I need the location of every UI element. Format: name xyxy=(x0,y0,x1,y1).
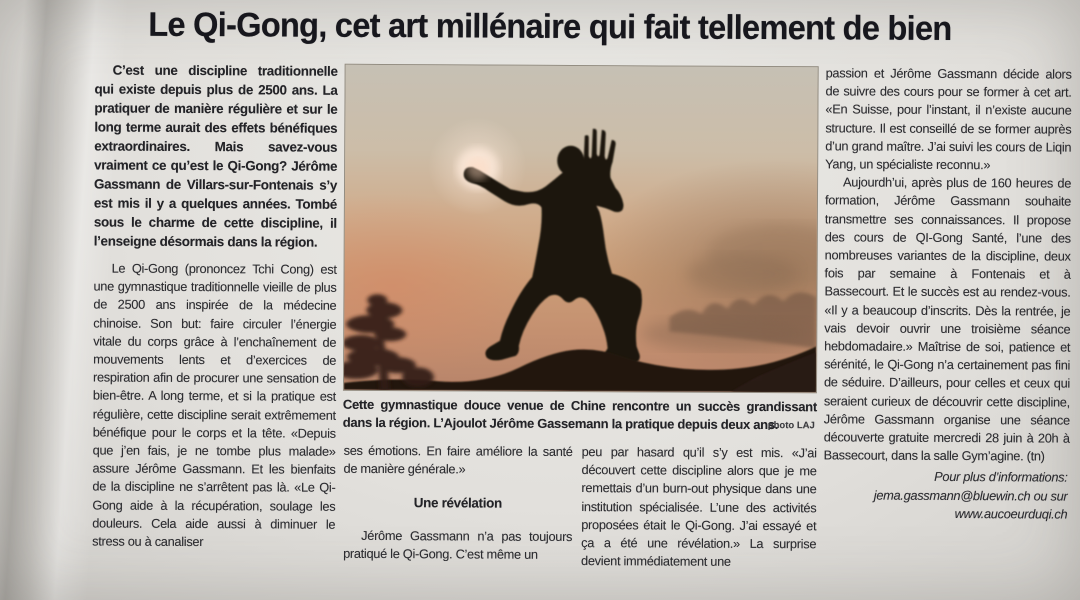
right-paragraph-1: passion et Jérôme Gassmann décide alors de suivre des cours pour se former à cet art. «En Suisse, pour l’instant, il n’existe aucune structure. Il est conseillé de se former auprès d’un grand maître. J’ai suivi les cours de Liqin Yang, un spécialiste reconnu.» xyxy=(825,65,1072,173)
lead-paragraph: C’est une discipline traditionnelle qui existe depuis plus de 2500 ans. La pratiquer de manière régulière et sur le long terme aurait des effets bénéfiques extraordinaires. Mais savez-vous vraiment ce qu’est le Qi-Gong? Jérôme Gassmann de Villars-sur-Fontenais s’y est mis il y a quelques années. Tombé sous le charme de cette discipline, il l’enseigne désormais dans la région. xyxy=(93,62,338,250)
article-headline: Le Qi-Gong, cet art millénaire qui fait tellement de bien xyxy=(148,5,952,48)
photo-illustration xyxy=(344,65,818,392)
info-title: Pour plus d’informations: xyxy=(934,469,1068,486)
column-left xyxy=(92,60,338,552)
info-block xyxy=(823,468,1069,524)
pine-tree xyxy=(344,294,434,390)
right-paragraph-2: Aujourdh’ui, après plus de 160 heures de formation, Jérôme Gassmann souhaite transmettre ses connaissances. Il propose des cours de QI-Gong Santé, l’une des nombreuses variantes de la discipline, deux fois par semaine à Fontenais et à Bassecourt. Et le succès est au rendez-vous. «Il y a beaucoup d’inscrits. Dès la rentrée, je vais devoir ouvrir une troisième séance hebdomadaire.» Maîtrise de soi, patience et sérénité, le Qi-Gong n’a certainement pas fini de séduire. D’ailleurs, pour celles et ceux qui seraient curieux de découvrir cette discipline, Jérôme Gassmann organise une séance découverte gratuite mercredi 28 juin à 20h à Bassecourt, dans la salle Gym’agine. (tn) xyxy=(823,174,1072,464)
photo-caption-block xyxy=(343,396,817,433)
mid2-paragraph-1: peu par hasard qu’il s’y est mis. «J’ai découvert cette discipline alors que je me remettais d’un burn-out physique dans une institution spécialisée. L’une des activités proposées était le Qi-Gong. J’ai essayé et ça a été une révélation.» La surprise devient immédiatement une xyxy=(581,444,817,570)
info-email: jema.gassmann@bluewin.ch ou sur xyxy=(873,487,1068,504)
column-middle-a xyxy=(343,442,573,564)
mid-paragraph-2: Jérôme Gassmann n’a pas toujours pratiqué le Qi-Gong. C’est même un xyxy=(343,527,573,562)
mid-paragraph-1: ses émotions. En faire améliore la santé de manière générale.» xyxy=(343,442,573,477)
photo-caption: Cette gymnastique douce venue de Chine rencontre un succès grandissant dans la région. L’Ajoulot Jérôme Gassemann la pratique depuis deux ans. xyxy=(342,396,817,432)
column-middle-b xyxy=(581,443,817,572)
column-right xyxy=(823,64,1071,523)
photo-sunset-scene xyxy=(344,65,818,392)
photo-credit: photo LAJ xyxy=(767,420,815,432)
subhead-une-revelation: Une révélation xyxy=(413,495,502,512)
sun-glow-front xyxy=(467,158,489,180)
article-photo xyxy=(343,64,819,393)
left-paragraph: Le Qi-Gong (prononcez Tchi Cong) est une gymnastique traditionnelle vieille de plus de 2500 ans inspirée de la médecine chinoise. Son but: faire circuler l’énergie vitale du corps grâce à l’enchaînement de mouvements lents et d’exercices de respiration afin de procurer une sensation de bien-être. A long terme, et si la pratique est régulière, cette discipline serait extrêmement bénéfique pour le corps et la tête. «Depuis que j’en fais, je ne tombe plus malade» assure Jérôme Gassmann. Et les bienfaits de la discipline ne s’arrêtent pas là. «Le Qi-Gong aide à la récupération, soulage les douleurs. Cela aide aussi à diminuer le stress ou à canaliser xyxy=(92,260,337,550)
info-website: www.aucoeurduqi.ch xyxy=(954,505,1068,522)
